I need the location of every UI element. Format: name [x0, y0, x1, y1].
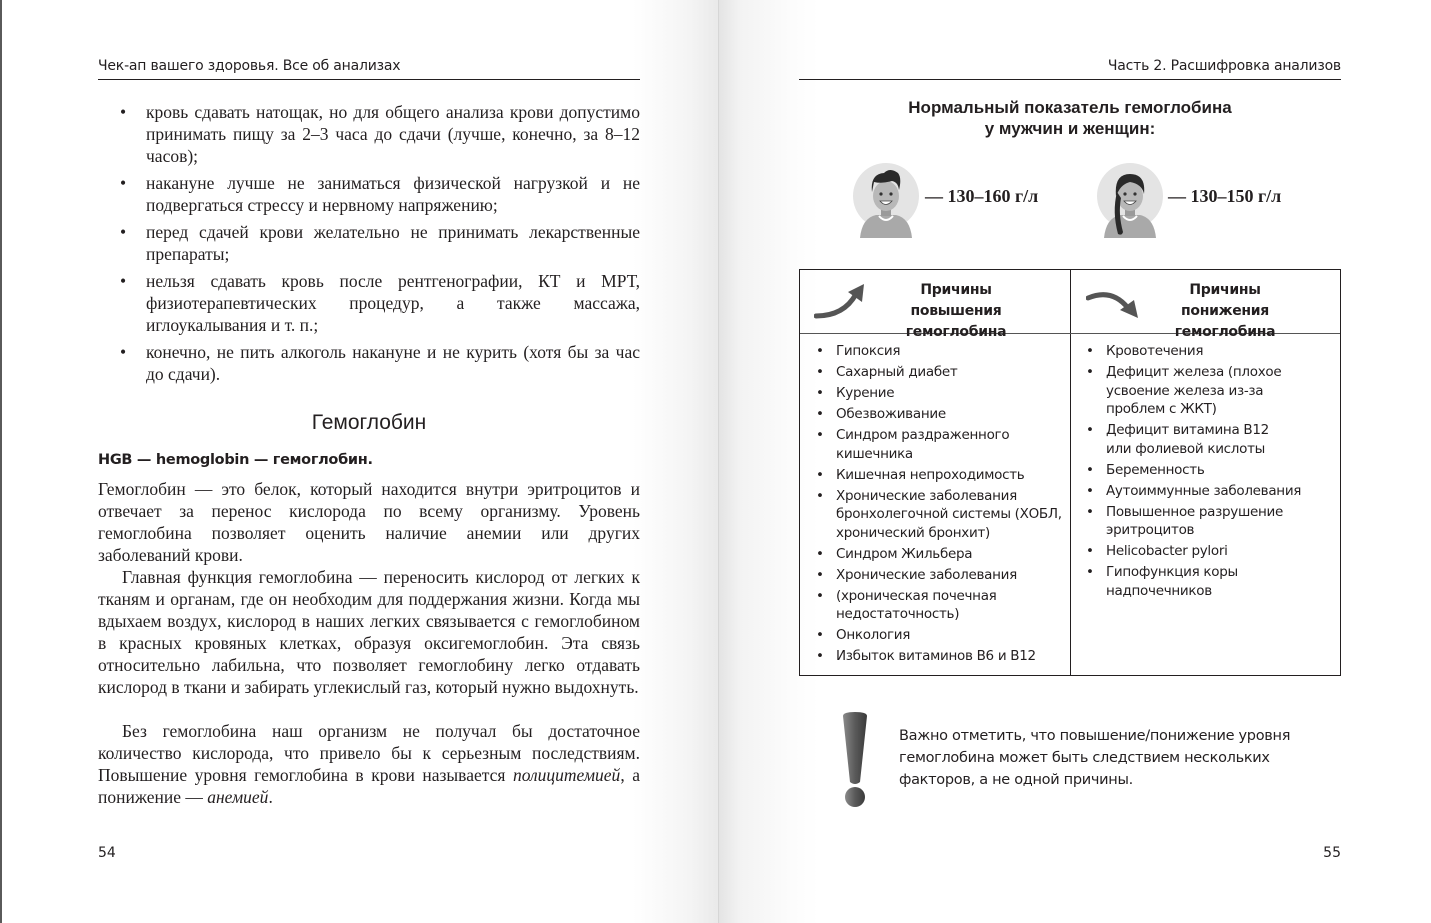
causes-table [799, 269, 1341, 676]
header-rule-right [799, 79, 1341, 80]
list-item: • Хронические заболевания [806, 566, 1064, 585]
norm-title-line: Нормальный показатель гемоглобина [908, 98, 1232, 117]
female-avatar-icon [1096, 162, 1164, 238]
running-head-right: Часть 2. Расшифровка анализов [1107, 58, 1341, 74]
list-item: • кровь сдавать натощак, но для общего анализа крови допустимо принимать пищу за 2–3 часа до сдачи (лучше, конечно, за 8–12 часов); [98, 101, 640, 167]
list-item: • конечно, не пить алкоголь накануне и не курить (хотя бы за час до сдачи). [98, 341, 640, 385]
male-norm-value: — 130–160 г/л [925, 186, 1039, 206]
list-item: • перед сдачей крови желательно не принимать лекарственные препараты; [98, 221, 640, 265]
paragraph-text: Без гемоглобина наш организм не получал бы достаточное количество кислорода, что привело бы к серьезным последствиям. Повышение уровня гемоглобина в крови называется [98, 721, 640, 785]
female-norm-value: — 130–150 г/л [1168, 186, 1282, 206]
list-item: • Кровотечения [1076, 342, 1334, 361]
list-item: • Беременность [1076, 461, 1334, 480]
running-head-left: Чек-ап вашего здоровья. Все об анализах [98, 58, 401, 74]
decrease-column-header [1145, 280, 1305, 343]
norm-title [799, 97, 1341, 139]
list-item: • Гипоксия [806, 342, 1064, 361]
header-rule-left [98, 79, 640, 80]
exclamation-icon [840, 712, 870, 808]
column-divider [1070, 270, 1071, 675]
term-definition: HGB — hemoglobin — гемоглобин. [98, 452, 373, 468]
note-text: Важно отметить, что повышение/понижение уровня гемоглобина может быть следствием нескольких факторов, а не одной причины. [899, 728, 1291, 788]
male-avatar-icon [852, 162, 920, 238]
list-item: • Обезвоживание [806, 405, 1064, 424]
italic-term: полицитемией [512, 765, 621, 785]
list-item: • Дефицит железа (плохое усвоение железа из-за проблем с ЖКТ) [1076, 363, 1296, 419]
list-item: • накануне лучше не заниматься физической нагрузкой и не подвергаться стрессу и нервному напряжению; [98, 172, 640, 216]
list-item: • Сахарный диабет [806, 363, 1064, 382]
list-item: • Helicobacter pylori [1076, 542, 1334, 561]
list-item: • Синдром раздраженного кишечника [806, 426, 1036, 463]
page-number-left: 54 [98, 845, 116, 861]
list-item: • Дефицит витамина В12 или фолиевой кислоты [1076, 421, 1286, 458]
arrow-down-curve-icon [1086, 288, 1142, 322]
paragraph-text: . [268, 787, 273, 807]
paragraph: Главная функция гемоглобина — переносить кислород от легких к тканям и органам, где он необходим для поддержания жизни. Когда мы вдыхаем воздух, кислород в наших легких связывается с гемоглобином в красных кровяных клетках, образуя оксигемоглобин. Эта связь относительно лабильна, что позволяет гемоглобину легко отдавать кислород в ткани и забирать углекислый газ, который нужно выдохнуть. [98, 567, 640, 697]
decrease-causes-list [1076, 342, 1334, 603]
list-item: • Кишечная непроходимость [806, 466, 1064, 485]
list-item: • Повышенное разрушение эритроцитов [1076, 503, 1306, 540]
list-item: • Курение [806, 384, 1064, 403]
list-item: • Синдром Жильбера [806, 545, 1064, 564]
increase-causes-list [806, 342, 1064, 668]
list-item: • Онкология [806, 626, 1064, 645]
list-item: • Хронические заболевания бронхолегочной системы (ХОБЛ, хронический бронхит) [806, 487, 1064, 543]
paragraph [98, 720, 640, 808]
norm-title-line: у мужчин и женщин: [984, 119, 1156, 138]
column-header-line: гемоглобина [905, 324, 1007, 340]
list-item: • нельзя сдавать кровь после рентгенографии, КТ и МРТ, физиотерапевтических процедур, а также массажа, иглоукалывания и т. п.; [98, 270, 640, 336]
column-header-line: Причины повышения [910, 282, 1002, 319]
list-item: • Гипофункция коры надпочечников [1076, 563, 1266, 600]
paragraph: Гемоглобин — это белок, который находится внутри эритроцитов и отвечает за перенос кислорода по всему организму. Уровень гемоглобина позволяет оценить наличие анемии или других заболеваний крови. [98, 479, 640, 565]
paragraph-text: , а понижение — [98, 765, 640, 807]
arrow-up-curve-icon [814, 282, 870, 320]
increase-column-header [876, 280, 1036, 343]
page-number-right: 55 [1323, 845, 1341, 861]
column-header-line: Причины понижения [1181, 282, 1269, 319]
list-item: • (хроническая почечная недостаточность) [806, 587, 1006, 624]
section-title: Гемоглобин [311, 411, 427, 434]
italic-term: анемией [207, 787, 269, 807]
column-header-line: гемоглобина [1174, 324, 1276, 340]
list-item: • Избыток витаминов В6 и В12 [806, 647, 1064, 666]
preparation-list [98, 101, 640, 390]
list-item: • Аутоиммунные заболевания [1076, 482, 1334, 501]
